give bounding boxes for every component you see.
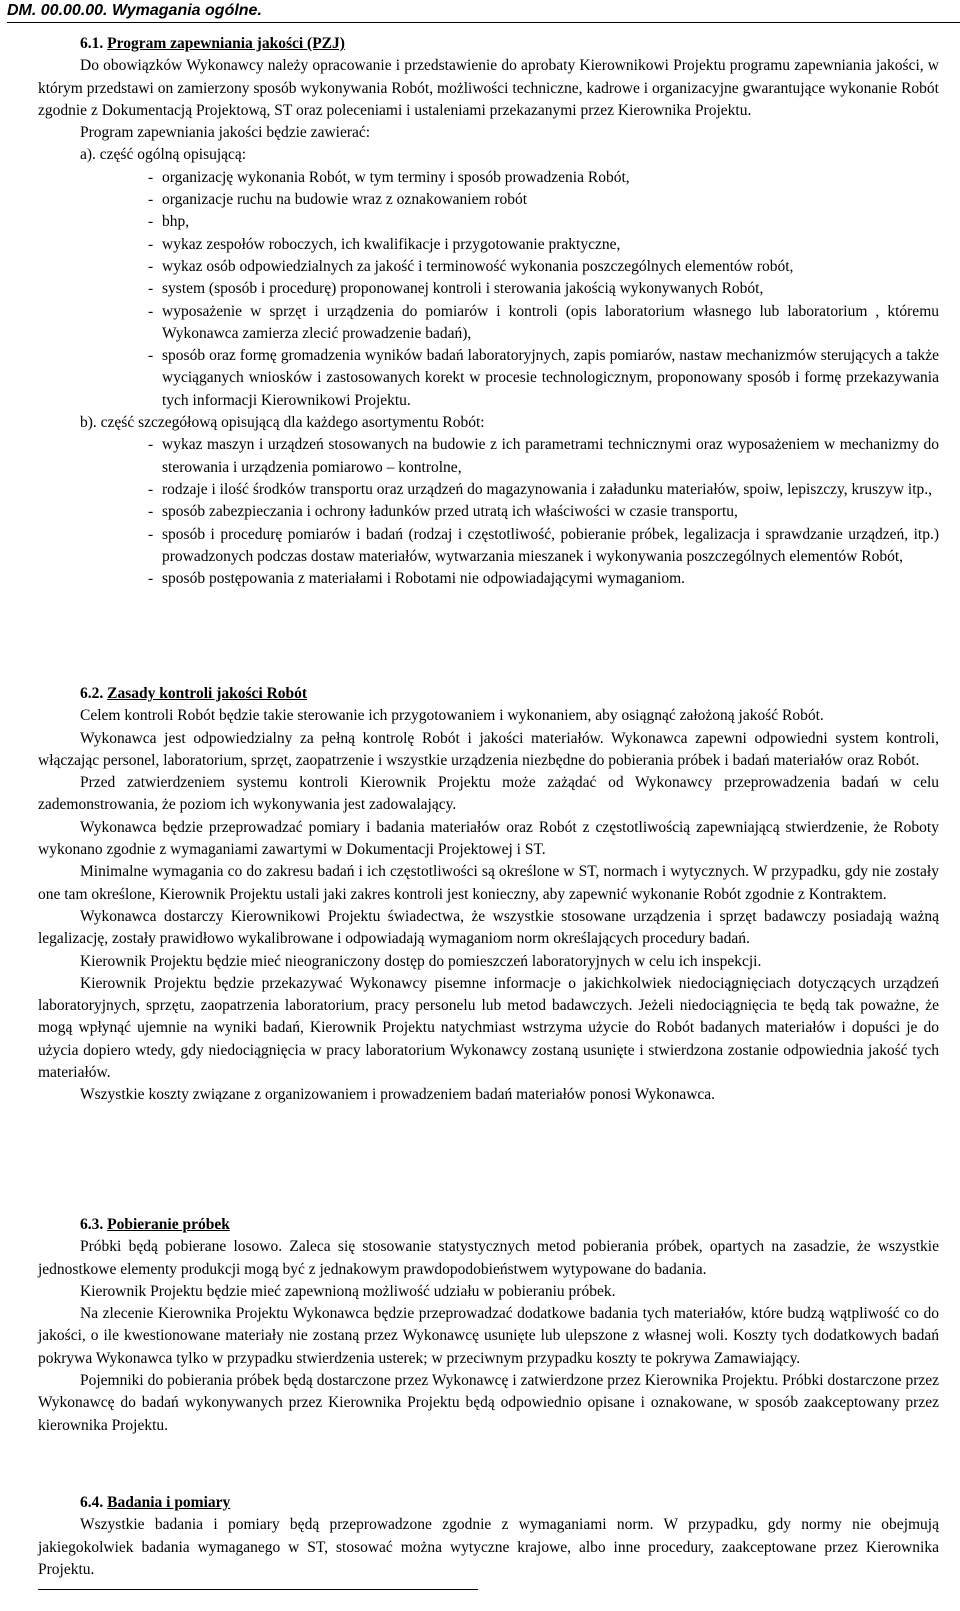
paragraph: Na zlecenie Kierownika Projektu Wykonawca będzie przeprowadzać dodatkowe badania tych materiałów, które budzą wątpliwość co do jakości, o ile kwestionowane materiały nie zostaną przez Wykonawcę usunięte lub ulepszone z własnej woli. Koszty tych dodatkowych badań pokrywa Wykonawca tylko w przypadku stwierdzenia usterek; w przeciwnym przypadku koszty te pokrywa Zamawiający. (38, 1305, 939, 1367)
list-item: - sposób postępowania z materiałami i Robotami nie odpowiadającymi wymaganiom. (148, 568, 939, 590)
paragraph: Wykonawca jest odpowiedzialny za pełną kontrolę Robót i jakości materiałów. Wykonawca zapewni odpowiedni system kontroli, włączając personel, laboratorium, sprzęt, zaopatrzenie i wszystkie urządzenia niezbędne do pobierania próbek i badań materiałów oraz Robót. (38, 729, 939, 769)
paragraph: Pojemniki do pobierania próbek będą dostarczone przez Wykonawcę i zatwierdzone przez Kierownika Projektu. Próbki dostarczone przez Wykonawcę do badań wykonywanych przez Kierownika Projektu będą odpowiednio opisane i oznakowane, w sposób zaakceptowany przez kierownika Projektu. (38, 1372, 939, 1434)
list-item: - bhp, (148, 211, 939, 233)
section-title: Pobieranie próbek (107, 1216, 230, 1233)
section-6-2 (38, 683, 939, 1107)
list-label-b: b). część szczegółową opisującą dla każdego asortymentu Robót: (80, 414, 485, 432)
section-6-1 (38, 33, 939, 590)
paragraph: Kierownik Projektu będzie mieć zapewnioną możliwość udziału w pobieraniu próbek. (80, 1282, 616, 1300)
bullet-list-a (38, 167, 939, 412)
list-item: - wykaz zespołów roboczych, ich kwalifikacje i przygotowanie praktyczne, (148, 234, 939, 256)
paragraph: Przed zatwierdzeniem systemu kontroli Kierownik Projektu może zażądać od Wykonawcy przeprowadzenia badań w celu zademonstrowania, że poziom ich wykonywania jest zadowalający. (38, 774, 939, 814)
section-title: Program zapewniania jakości (PZJ) (107, 35, 345, 52)
section-number: 6.1. (80, 35, 104, 52)
paragraph: Wykonawca będzie przeprowadzać pomiary i badania materiałów oraz Robót z częstotliwością zapewniającą stwierdzenie, że Roboty wykonano zgodnie z wymaganiami zawartymi w Dokumentacji Projektowej i ST. (38, 818, 939, 859)
list-label-a: a). część ogólną opisującą: (80, 146, 247, 164)
paragraph: Wszystkie koszty związane z organizowaniem i prowadzeniem badań materiałów ponosi Wykonawca. (80, 1086, 716, 1104)
list-item: - system (sposób i procedurę) proponowanej kontroli i sterowania jakością wykonywanych Robót, (148, 278, 939, 300)
list-item: - rodzaje i ilość środków transportu oraz urządzeń do magazynowania i załadunku materiałów, spoiw, lepiszczy, kruszyw itp., (148, 479, 939, 501)
header-divider (7, 22, 960, 23)
list-item: - wykaz maszyn i urządzeń stosowanych na budowie z ich parametrami technicznymi oraz wyposażeniem w mechanizmy do sterowania i urządzenia pomiarowo – kontrolne, (148, 434, 939, 479)
list-item: - sposób zabezpieczania i ochrony ładunków przed utratą ich właściwości w czasie transportu, (148, 501, 939, 523)
section-6-4 (38, 1492, 939, 1581)
section-number: 6.4. (80, 1494, 104, 1511)
list-item: - organizację wykonania Robót, w tym terminy i sposób prowadzenia Robót, (148, 167, 939, 189)
paragraph: Do obowiązków Wykonawcy należy opracowanie i przedstawienie do aprobaty Kierownikowi Projektu programu zapewniania jakości, w którym przedstawi on zamierzony sposób wykonywania Robót, możliwości techniczne, kadrowe i organizacyjne gwarantujące wykonanie Robót zgodnie z Dokumentacją Projektową, ST oraz poleceniami i ustaleniami przekazanymi przez Kierownika Projektu. (38, 57, 939, 119)
list-item: - organizacje ruchu na budowie wraz z oznakowaniem robót (148, 189, 939, 211)
paragraph: Program zapewniania jakości będzie zawierać: (80, 124, 371, 142)
paragraph: Celem kontroli Robót będzie takie sterowanie ich przygotowaniem i wykonaniem, aby osiągnąć założoną jakość Robót. (80, 707, 824, 725)
section-title: Zasady kontroli jakości Robót (107, 685, 308, 702)
section-6-3 (38, 1214, 939, 1437)
paragraph: Próbki będą pobierane losowo. Zaleca się stosowanie statystycznych metod pobierania próbek, opartych na zasadzie, że wszystkie jednostkowe elementy produkcji mogą być z jednakowym prawdopodobieństwem wytypowane do badania. (38, 1238, 939, 1278)
list-item: - wyposażenie w sprzęt i urządzenia do pomiarów i kontroli (opis laboratorium własnego lub laboratorium , któremu Wykonawca zamierza zlecić prowadzenie badań), (148, 301, 939, 346)
section-title: Badania i pomiary (107, 1494, 231, 1511)
section-body (38, 1236, 939, 1437)
paragraph: Wykonawca dostarczy Kierownikowi Projektu świadectwa, że wszystkie stosowane urządzenia i sprzęt badawczy posiadają ważną legalizację, zostały prawidłowo wykalibrowane i odpowiadają wymaganiom norm określających procedury badań. (38, 907, 939, 948)
paragraph: Kierownik Projektu będzie mieć nieograniczony dostęp do pomieszczeń laboratoryjnych w celu ich inspekcji. (80, 952, 762, 970)
section-heading (38, 33, 939, 55)
list-item: - sposób oraz formę gromadzenia wyników badań laboratoryjnych, zapis pomiarów, nastaw mechanizmów sterujących a także wyciąganych wniosków i zastosowanych korekt w procesie technologicznym, proponowany sposób i formę przekazywania tych informacji Kierownikowi Projektu. (148, 345, 939, 412)
section-number: 6.3. (80, 1216, 104, 1233)
list-item: - sposób i procedurę pomiarów i badań (rodzaj i częstotliwość, pobieranie próbek, legalizacja i sprawdzanie urządzeń, itp.) prowadzonych podczas dostaw materiałów, wytwarzania mieszanek i wykonywania poszczególnych elementów Robót, (148, 524, 939, 569)
section-heading (38, 683, 939, 705)
footer-divider (38, 1589, 478, 1590)
list-item: - wykaz osób odpowiedzialnych za jakość i terminowość wykonania poszczególnych elementów robót, (148, 256, 939, 278)
page-header: DM. 00.00.00. Wymagania ogólne. (7, 2, 262, 19)
section-body (38, 1514, 939, 1581)
section-heading (38, 1492, 939, 1514)
paragraph: Kierownik Projektu będzie przekazywać Wykonawcy pisemne informacje o jakichkolwiek niedociągnięciach dotyczących urządzeń laboratoryjnych, sprzętu, zaopatrzenia laboratorium, pracy personelu lub metod badawczych. Jeżeli niedociągnięcia te będą tak poważne, że mogą wpłynąć ujemnie na wyniki badań, Kierownik Projektu natychmiast wstrzyma użycie do Robót badanych materiałów i dopuści je do użycia dopiero wtedy, gdy niedociągnięcia w pracy laboratorium Wykonawcy zostaną usunięte i stwierdzona zostanie odpowiednia jakość tych materiałów. (38, 974, 939, 1082)
paragraph: Minimalne wymagania co do zakresu badań i ich częstotliwości są określone w ST, normach i wytycznych. W przypadku, gdy nie zostały one tam określone, Kierownik Projektu ustali jaki zakres kontroli jest konieczny, aby zapewnić wykonanie Robót zgodnie z Kontraktem. (38, 863, 939, 903)
section-body (38, 705, 939, 1106)
paragraph: Wszystkie badania i pomiary będą przeprowadzone zgodnie z wymaganiami norm. W przypadku, gdy normy nie obejmują jakiegokolwiek badania wymaganego w ST, stosować można wytyczne krajowe, albo inne procedury, zaakceptowane przez Kierownika Projektu. (38, 1516, 939, 1578)
section-number: 6.2. (80, 685, 104, 702)
section-heading (38, 1214, 939, 1236)
bullet-list-b (38, 434, 939, 590)
